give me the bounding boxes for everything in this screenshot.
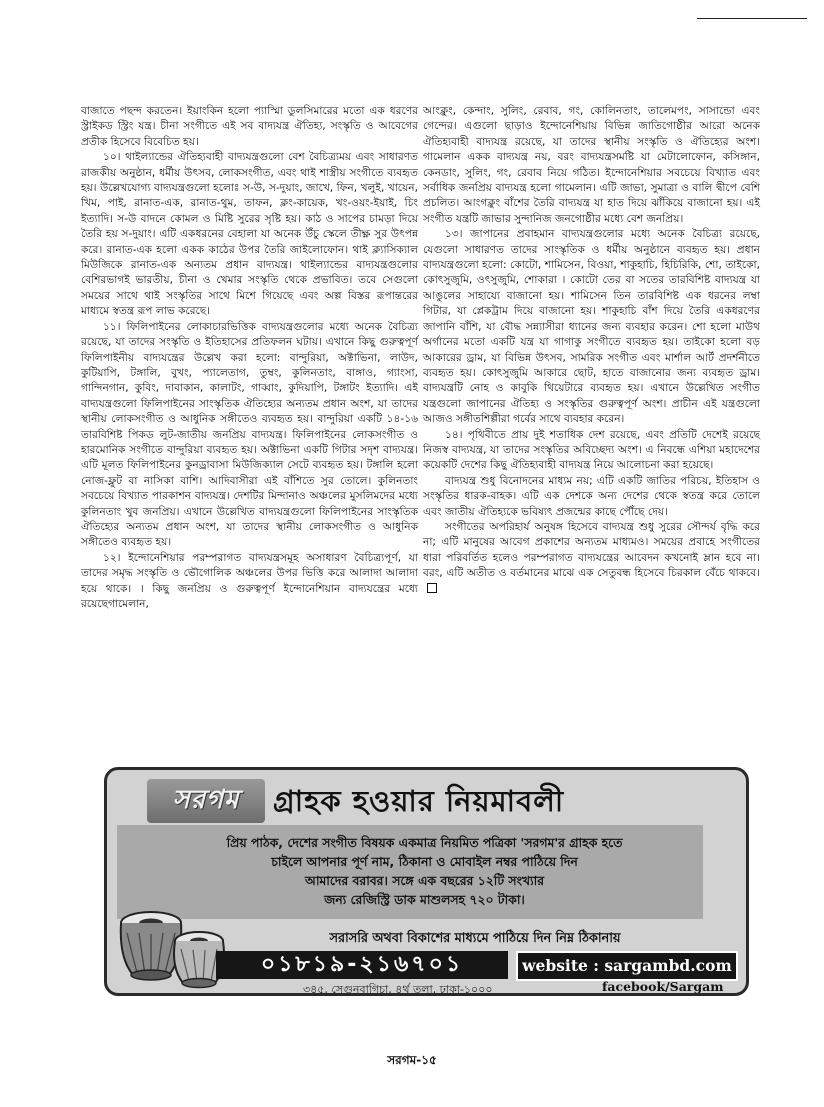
article-paragraph: বাজাতে পছন্দ করতেন। ইয়াংকিন হলো প্যাস্মিা ডুলসিমারের মতো এক ধরণের স্ট্রাইকড স্ট্রিং যন্ত্র। চীনা সংগীতে এই সব বাদ্যযন্ত্র ঐতিহ্য, সংস্কৃতি ও আবেগের প্রতীক হিসেবে বিবেচিত হয়। <box>81 105 418 148</box>
article-paragraph-last <box>423 520 760 597</box>
instruction-line: চাইলে আপনার পূর্ণ নাম, ঠিকানা ও মোবাইল নম্বর পাঠিয়ে দিন <box>271 854 578 869</box>
subscription-title: গ্রাহক হওয়ার নিয়মাবলী <box>273 784 565 818</box>
article-paragraph: ১৩। জাপানের প্রবাহমান বাদ্যযন্ত্রগুলোর মধ্যে অনেক বৈচিত্র্য রয়েছে, যেগুলো সাধারণত তাদের সাংস্কৃতিক ও ধর্মীয় অনুষ্ঠানে ব্যবহৃত হয়। প্রধান বাদ্যযন্ত্রগুলো হলো: কোটো, শামিসেন, বিওয়া, শাকুহাচি, হিচিরিকি, শো, তাইকো, কোৎসুজুমি, ওৎসুজুমি, শোকারা । কোটো তের বা সতের তারবিশিষ্ট বাদ্যযন্ত্র যা আঙুলের সাহায্যে বাজানো হয়। শামিসেন তিন তারবিশিষ্ট এক ধরনের লম্বা গিটার, যা প্লেকট্রাম দিয়ে বাজানো হয়। শাকুহাচি বাঁশ দিয়ে তৈরি একধরণের জাপানি বাঁশি, যা বৌদ্ধ সন্ন্যাসীরা ধ্যানের জন্য ব্যবহার করেন। শো হলো মাউথ অর্গানের মতো একটি যন্ত্র যা গাগাকু সংগীতে ব্যবহৃত হয়। তাইকো হলো বড় আকারের ড্রাম, যা বিভিন্ন উৎসব, সামরিক সংগীত এবং মার্শাল আর্ট প্রদর্শনীতে ব্যবহৃত হয়। কোৎসুজুমি আকারে ছোট, হাতে বাজানোর জন্য ব্যবহৃত ড্রাম। বাদ্যযন্ত্রটি নোহ ও কাবুকি থিয়েটারে ব্যবহৃত হয়। এখানে উল্লেখিত সংগীত যন্ত্রগুলো জাপানের ঐতিহ্য ও সংস্কৃতির গুরুত্বপূর্ণ অংশ। প্রাচীন এই যন্ত্রগুলো আজও সঙ্গীতশিল্পীরা গর্বের সাথে ব্যবহার করেন। <box>423 228 760 426</box>
subscription-box <box>104 767 749 996</box>
article-paragraph: ১১। ফিলিপাইনের লোকাচারভিত্তিক বাদ্যযন্ত্রগুলোর মধ্যে অনেক বৈচিত্র্য রয়েছে, যা তাদের সংস্কৃতি ও ইতিহাসের প্রতিফলন ঘটায়। এখানে কিছু গুরুত্বপূর্ণ ফিলিপাইনীয় বাদ্যযন্ত্রের উল্লেখ করা হলো: বান্দুরিয়া, অক্টাভিনা, লাউদ, কুটিয়াপি, টঙ্গালি, বুখং, প্যালেতাগ, তুম্বং, কুলিনতাং, বাঙ্গাও, গ্যাংসা, গান্দিনগান, কুবিং, দাবাকান, কালাটং, গাব্বাং, কুদিয়াপি, টঙ্গাটং ইত্যাদি। এই বাদ্যযন্ত্রগুলো ফিলিপাইনের সাংস্কৃতিক ঐতিহ্যের অন্যতম প্রধান অংশ, যা তাদের স্থানীয় লোকসংগীত ও আধুনিক সঙ্গীতেও ব্যবহৃত হয়। বান্দুরিয়া একটি ১৪-১৬ তারবিশিষ্ট পিকড লুট-জাতীয় জনপ্রিয় বাদ্যযন্ত্র। ফিলিপাইনের লোকসংগীত ও হারমোনিক সংগীতে বান্দুরিয়া ব্যবহৃত হয়। অক্টাভিনা একটি গিটার সদৃশ বাদ্যযন্ত্র। এটি মূলত ফিলিপাইনের কুনড্রাবাসা মিউজিক্যাল সেটে ব্যবহৃত হয়। টঙ্গালি হলো নোজ-ফ্লুট বা নাসিকা বাশি। আদিবাসীরা এই বাঁশিতে সুর তোলে। কুলিনতাং সবচেয়ে বিখ্যাত পারকাশন বাদ্যযন্ত্র। দেশটির মিন্দানাও অঞ্চলের মুসলিমদের মধ্যে কুলিনতাং খুব জনপ্রিয়। এখানে উল্লেখিত বাদ্যযন্ত্রগুলো ফিলিপাইনের সাংস্কৃতিক ঐতিহ্যের অন্যতম প্রধান অংশ, যা তাদের স্থানীয় লোকসংগীত ও আধুনিক সঙ্গীতেও ব্যবহৃত হয়। <box>81 320 418 549</box>
header-rule <box>697 18 807 19</box>
page-number: সরগম-১৫ <box>387 1053 437 1067</box>
article-paragraph: বাদ্যযন্ত্র শুধু বিনোদনের মাধ্যম নয়; এটি একটি জাতির পরিচয়, ইতিহাস ও সংস্কৃতির ধারক-বাহক। এটি এক দেশকে অন্য দেশের থেকে স্বতন্ত্র করে তোলে এবং জাতীয় ঐতিহ্যকে ভবিষ্যৎ প্রজন্মের কাছে পৌঁছে দেয়। <box>423 474 760 518</box>
article-paragraph: ১২। ইন্দোনেশিয়ার পরম্পরাগত বাদ্যযন্ত্রসমূহ অসাধারণ বৈচিত্র্যপূর্ণ, যা তাদের সমৃদ্ধ সংস্কৃতি ও ভৌগোলিক অঞ্চলের উপর ভিত্তি করে আলাদা আলাদা হয়ে থাকে। । কিছু জনপ্রিয় ও গুরুত্বপূর্ণ ইন্দোনেশিয়ান বাদ্যযন্ত্রের মধ্যে রয়েছেগামেলান, <box>81 551 418 610</box>
instruction-line: আমাদের বরাবর। সঙ্গে এক বছরের ১২টি সংখ্যার <box>304 873 545 888</box>
website-link[interactable]: website : sargambd.com <box>516 951 738 981</box>
phone-number: ০১৮১৯-২১৬৭০১ <box>216 951 508 979</box>
postal-address: ৩৪৫, সেগুনবাগিচা, ৪র্থ তলা, ঢাকা-১০০০ <box>303 983 493 996</box>
article-paragraph-text: সংগীতের অপরিহার্য অনুষঙ্গ হিসেবে বাদ্যযন্ত্র শুধু সুরের সৌন্দর্য বৃদ্ধি করে না; এটি মানুষের আবেগ প্রকাশের অন্যতম মাধ্যমও। সময়ের প্রবাহে সংগীতের ধারা পরিবর্তিত হলেও পরম্পরাগত বাদ্যযন্ত্রের আবেদন কখনোই ম্লান হবে না। বরং, এটি অতীত ও বর্তমানের মাঝে এক সেতুবন্ধ হিসেবে চিরকাল বেঁচে থাকবে। <box>423 520 760 580</box>
tabla-drums-icon <box>113 883 231 993</box>
end-mark-icon <box>427 583 437 593</box>
instruction-line: প্রিয় পাঠক, দেশের সংগীত বিষয়ক একমাত্র নিয়মিত পত্রিকা 'সরগম'র গ্রাহক হতে <box>226 835 623 850</box>
payment-instruction: সরাসরি অথবা বিকাশের মাধ্যমে পাঠিয়ে দিন নিম্ন ঠিকানায় <box>329 931 621 946</box>
sargam-logo: সরগম <box>147 779 265 823</box>
facebook-link[interactable]: facebook/Sargam <box>602 979 724 994</box>
article-paragraph: আংক্লুং, কেন্দাং, সুলিং, রেবাব, গং, কোলিনতাং, তালেমপং, সাসান্ডো এবং গেন্দের। এগুলো ছাড়াও ইন্দোনেশিয়ায় বিভিন্ন জাতিগোষ্ঠীর আরো অনেক ঐতিহ্যবাহী বাদ্যযন্ত্র রয়েছে, যা তাদের স্থানীয় সংস্কৃতি ও ঐতিহ্যের অংশ। গামেলান একক বাদ্যযন্ত্র নয়, বরং বাদ্যযন্ত্রসমষ্টি যা মেটালোফোন, কসিঙ্গান, কেনডাং, সুলিং, গং, রেবাব নিয়ে গঠিত। ইন্দোনেশিয়ার সবচেয়ে বিখ্যাত এবং সর্বাধিক জনপ্রিয় বাদ্যযন্ত্র হলো গামেলান। এটি জাভা, সুমাত্রা ও বালি দ্বীপে বেশি প্রচলিত। আংগক্লুং বাঁশের তৈরি বাদ্যযন্ত্র যা হাত দিয়ে ঝাঁকিয়ে বাজানো হয়। এই সংগীত যন্ত্রটি জাভার সুন্দানিজ জনগোষ্ঠীর মধ্যে বেশ জনপ্রিয়। <box>423 105 760 225</box>
article-column-left <box>81 104 418 612</box>
article-column-right <box>423 104 760 597</box>
article-paragraph: ১০। থাইল্যান্ডের ঐতিহ্যবাহী বাদ্যযন্ত্রগুলো বেশ বৈচিত্র্যময় এবং সাধারণত রাজকীয় অনুষ্ঠান, ধর্মীয় উৎসব, লোকসংগীত, এবং থাই শাস্ত্রীয় সংগীতে ব্যবহৃত হয়। উল্লেখযোগ্য বাদ্যযন্ত্রগুলো হলোঃ স-উ, স-দুয়াং, জাখে, ফিন, খলুই, খায়েন, খিম, পাই, রানাত-এক, রানাত-থুম, তাফন, ক্লং-কায়েক, খং-ওয়ং-ইয়াই, চিং ইত্যাদি। স-উ বাদনে কোমল ও মিষ্টি সুরের সৃষ্টি হয়। কাঠ ও সাপের চামড়া দিয়ে তৈরি হয় স-দুয়াং। এটি একধরনের বেহালা যা অনেক উঁচু স্কেলে তীক্ষ্ণ সুর উৎপন্ন করে। রানাত-এক হলো একক কাঠের উপর তৈরি জাইলোফোন। থাই ক্ল্যাসিক্যাল মিউজিকে রানাত-এক অন্যতম প্রধান বাদ্যযন্ত্র। থাইল্যান্ডের বাদ্যযন্ত্রগুলোর বেশিরভাগই ভারতীয়, চীনা ও খেমার সংস্কৃতি থেকে প্রভাবিত। তবে সেগুলো সময়ের সাথে থাই সংস্কৃতির সাথে মিশে গিয়েছে এবং অল্প বিস্তর রূপান্তরের মাধ্যমে স্বতন্ত্র রূপ লাভ করেছে। <box>81 151 418 318</box>
instruction-line: জন্য রেজিস্ট্রি ডাক মাশুলসহ ৭২০ টাকা। <box>324 892 525 907</box>
article-paragraph: ১৪। পৃথিবীতে প্রায় দুই শতাধিক দেশ রয়েছে, এবং প্রতিটি দেশেই রয়েছে নিজস্ব বাদ্যযন্ত্র, যা তাদের সংস্কৃতির অবিচ্ছেদ্য অংশ। এ নিবন্ধে এশিয়া মহাদেশের কয়েকটি দেশের কিছু ঐতিহ্যবাহী বাদ্যযন্ত্র নিয়ে আলোচনা করা হয়েছে। <box>423 428 760 472</box>
